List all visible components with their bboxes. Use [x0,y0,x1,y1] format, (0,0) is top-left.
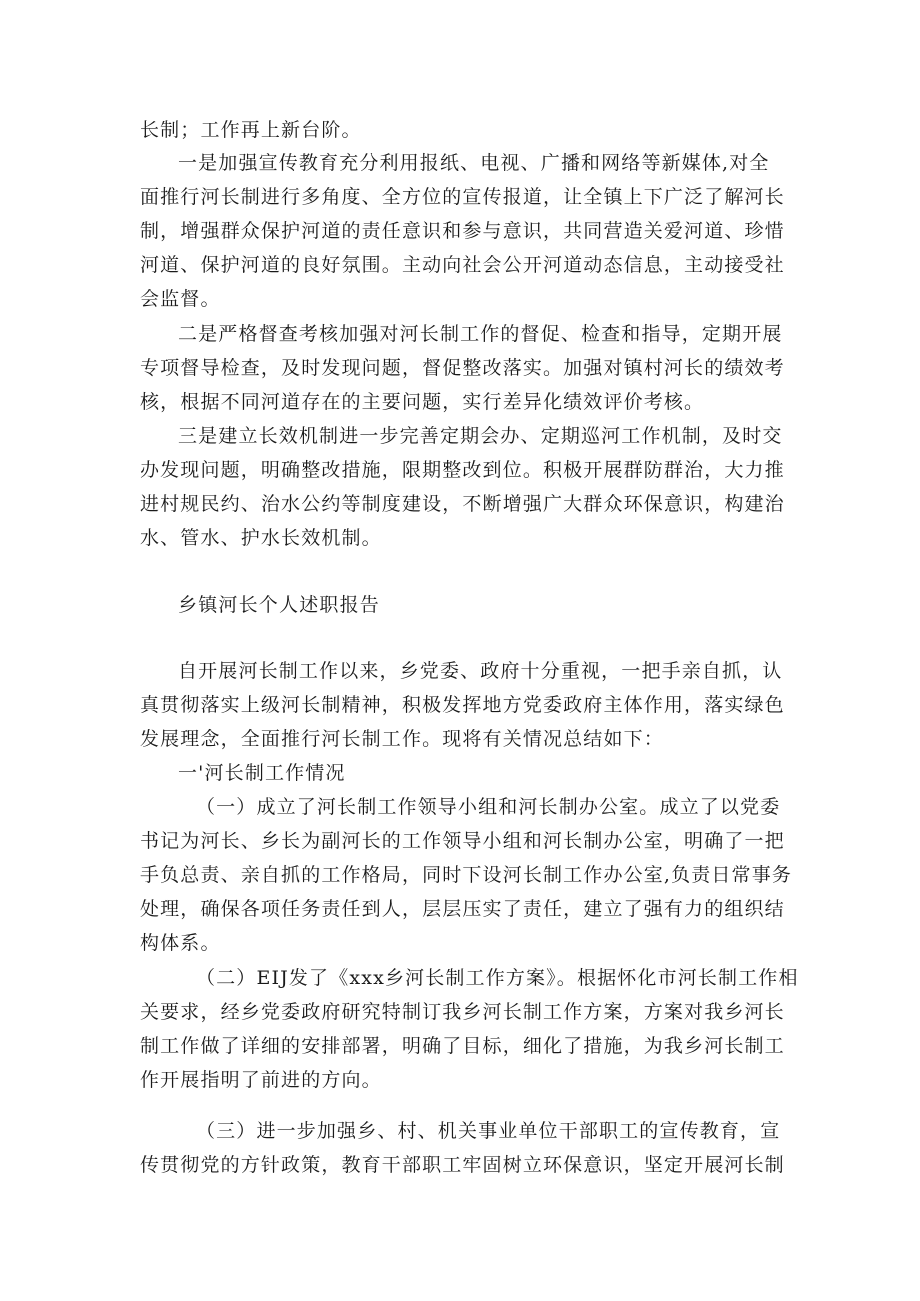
paragraph-line: 三是建立长效机制进一步完善定期会办、定期巡河工作机制，及时交 [178,425,783,447]
report-title: 乡镇河长个人述职报告 [178,594,381,616]
section-heading: 一'河长制工作情况 [178,762,346,784]
paragraph-line: （三）进一步加强乡、村、机关事业单位干部职工的宣传教育，宣 [196,1120,781,1142]
paragraph-line: 作开展指明了前进的方向。 [140,1069,382,1091]
paragraph-line: 办发现问题，明确整改措施，限期整改到位。积极开展群防群治，大力推 [140,459,785,481]
paragraph-line: 处理，确保各项任务责任到人，层层压实了责任，建立了强有力的组织结 [140,898,785,920]
paragraph-line: （一）成立了河长制工作领导小组和河长制办公室。成立了以党委 [196,796,781,818]
paragraph-line: 真贯彻落实上级河长制精神，积极发挥地方党委政府主体作用，落实绿色 [140,694,785,716]
paragraph-line: 传贯彻党的方针政策，教育干部职工牢固树立环保意识，坚定开展河长制 [140,1154,785,1176]
paragraph-line: 面推行河长制进行多角度、全方位的宣传报道，让全镇上下广泛了解河长 [140,186,785,208]
paragraph-line: 手负总责、亲自抓的工作格局，同时下设河长制工作办公室,负责日常事务 [140,864,792,886]
paragraph-line: 进村规民约、治水公约等制度建设，不断增强广大群众环保意识，构建治 [140,493,785,515]
paragraph-line: 发展理念，全面推行河长制工作。现将有关情况总结如下： [140,728,664,750]
paragraph-line: 构体系。 [140,932,221,954]
paragraph-line: 专项督导检查，及时发现问题，督促整改落实。加强对镇村河长的绩效考 [140,357,785,379]
paragraph-line: 制工作做了详细的安排部署，明确了目标，细化了措施，为我乡河长制工 [140,1035,785,1057]
paragraph-line: 长制；工作再上新台阶。 [140,119,362,141]
paragraph-line: 书记为河长、乡长为副河长的工作领导小组和河长制办公室，明确了一把 [140,830,785,852]
paragraph-line: （二）EIJ发了《xxx乡河长制工作方案》。根据怀化市河长制工作相 [196,967,799,989]
paragraph-line: 核，根据不同河道存在的主要问题，实行差异化绩效评价考核。 [140,391,705,413]
paragraph-line: 水、管水、护水长效机制。 [140,527,382,549]
paragraph-line: 制，增强群众保护河道的责任意识和参与意识，共同营造关爱河道、珍惜 [140,220,785,242]
paragraph-line: 关要求，经乡党委政府研究特制订我乡河长制工作方案，方案对我乡河长 [140,1001,785,1023]
paragraph-line: 二是严格督查考核加强对河长制工作的督促、检查和指导，定期开展 [178,323,783,345]
paragraph-line: 一是加强宣传教育充分利用报纸、电视、广播和网络等新媒体,对全 [178,152,770,174]
paragraph-line: 河道、保护河道的良好氛围。主动向社会公开河道动态信息，主动接受社 [140,254,785,276]
paragraph-line: 会监督。 [140,288,221,310]
paragraph-line: 自开展河长制工作以来，乡党委、政府十分重视，一把手亲自抓，认 [178,660,783,682]
